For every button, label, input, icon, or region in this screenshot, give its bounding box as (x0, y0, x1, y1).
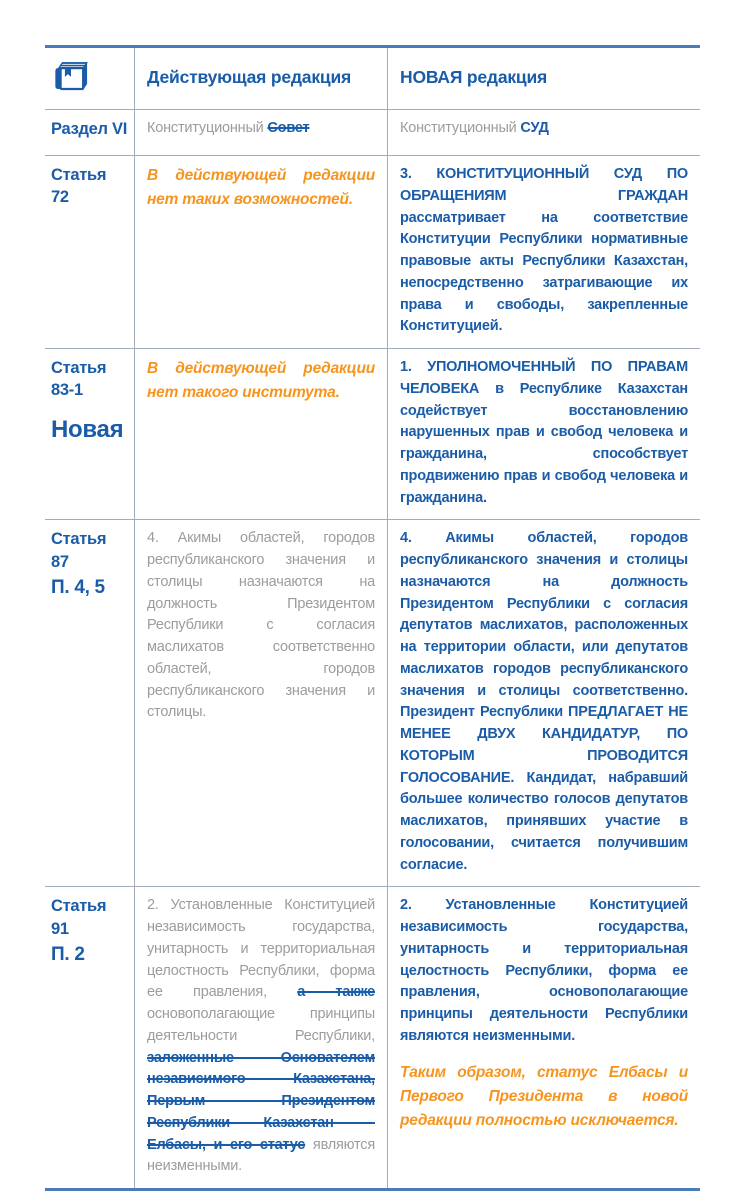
text-segment: основополагающие принципы деятельности Республики, (147, 1006, 375, 1044)
column-header-new (388, 48, 700, 109)
text-segment: а также (297, 984, 375, 1001)
row-label: Статья (51, 359, 107, 377)
text-segment: заложенные Основателем независимого Казахстана, Первым Президентом Республики Казахстан – Елбасы, и его статус (147, 1049, 375, 1153)
comparison-table (45, 45, 700, 1191)
current-edition-cell (135, 156, 388, 348)
row-label-new-badge: Новая (51, 415, 124, 443)
column-header-new-label: НОВАЯ редакция (400, 67, 548, 88)
text-segment: 4. Акимы областей, городов республиканского значения и столицы назначаются на должность Президентом Республики с согласия депутатов маслихатов, расположенных на территории области, или депутатов маслихатов городов республиканского значения и столицы соответственно. Президент Республики ПРЕДЛАГАЕТ НЕ МЕНЕЕ ДВУХ КАНДИДАТУР, ПО КОТОРЫМ ПРОВОДИТСЯ ГОЛОСОВАНИЕ. Кандидат, набравший большее количество голосов депутатов маслихатов, принявших участие в голосовании, считается получившим согласие. (400, 530, 688, 873)
column-header-current (135, 48, 388, 109)
row-label: Статья 72 (51, 166, 107, 207)
new-edition-cell (388, 520, 700, 886)
row-label: Статья 87 (51, 530, 107, 571)
current-edition-cell (135, 110, 388, 155)
book-icon (51, 56, 91, 101)
table-row-razdel-6 (45, 110, 700, 156)
table-row-article-91 (45, 887, 700, 1188)
new-edition-cell (388, 110, 700, 155)
text-segment: Таким образом, статус Елбасы и Первого Президента в новой редакции полностью исключается. (400, 1063, 688, 1129)
current-edition-cell (135, 887, 388, 1188)
row-label-cell (45, 887, 135, 1188)
text-segment: Конституционный (147, 120, 268, 136)
row-label-cell (45, 110, 135, 155)
row-label-points: П. 4, 5 (51, 576, 105, 598)
text-segment: Конституционный (400, 120, 521, 136)
new-edition-cell (388, 156, 700, 348)
row-label: Раздел VI (51, 120, 127, 138)
row-label: Статья 91 (51, 897, 107, 938)
current-edition-cell (135, 520, 388, 886)
text-segment: 2. Установленные Конституцией независимость государства, унитарность и территориальная целостность Республики, форма ее правления, основополагающие принципы деятельности Республики являются неизменными. (400, 897, 688, 1044)
column-header-current-label: Действующая редакция (147, 67, 352, 88)
new-edition-cell (388, 349, 700, 519)
row-label-points: П. 2 (51, 943, 85, 965)
text-segment: Совет (267, 120, 310, 136)
table-row-article-72 (45, 156, 700, 349)
text-segment: СУД (520, 120, 549, 136)
text-segment: 2. Установленные Конституцией независимость государства, унитарность и территориальная целостность Республики, форма ее правления, (147, 897, 375, 1001)
text-segment: В действующей редакции нет таких возможностей. (147, 167, 375, 209)
row-label-cell (45, 349, 135, 519)
row-label-cell (45, 156, 135, 348)
row-label-cell (45, 520, 135, 886)
header-icon-cell (45, 48, 135, 109)
row-label: 83-1 (51, 381, 83, 400)
table-row-article-87 (45, 520, 700, 887)
new-edition-cell (388, 887, 700, 1188)
text-segment: 1. УПОЛНОМОЧЕННЫЙ ПО ПРАВАМ ЧЕЛОВЕКА в Республике Казахстан содействует восстановлению нарушенных прав и свобод человека и гражданина, способствует продвижению прав и свобод человека и гражданина. (400, 359, 688, 506)
table-row-article-83-1 (45, 349, 700, 520)
current-edition-cell (135, 349, 388, 519)
text-segment: 4. Акимы областей, городов республиканского значения и столицы назначаются на должность Президентом Республики с согласия маслихатов соответственно областей, городов республиканского значения и столицы. (147, 530, 375, 721)
text-segment: 3. КОНСТИТУЦИОННЫЙ СУД ПО ОБРАЩЕНИЯМ ГРАЖДАН рассматривает на соответствие Конституции Республики нормативные правовые акты Республики Казахстан, непосредственно затрагивающие их права и свободы, закрепленные Конституцией. (400, 166, 688, 335)
text-segment: являются неизменными. (147, 1136, 375, 1175)
text-segment: В действующей редакции нет такого института. (147, 360, 375, 402)
table-header-row (45, 48, 700, 110)
